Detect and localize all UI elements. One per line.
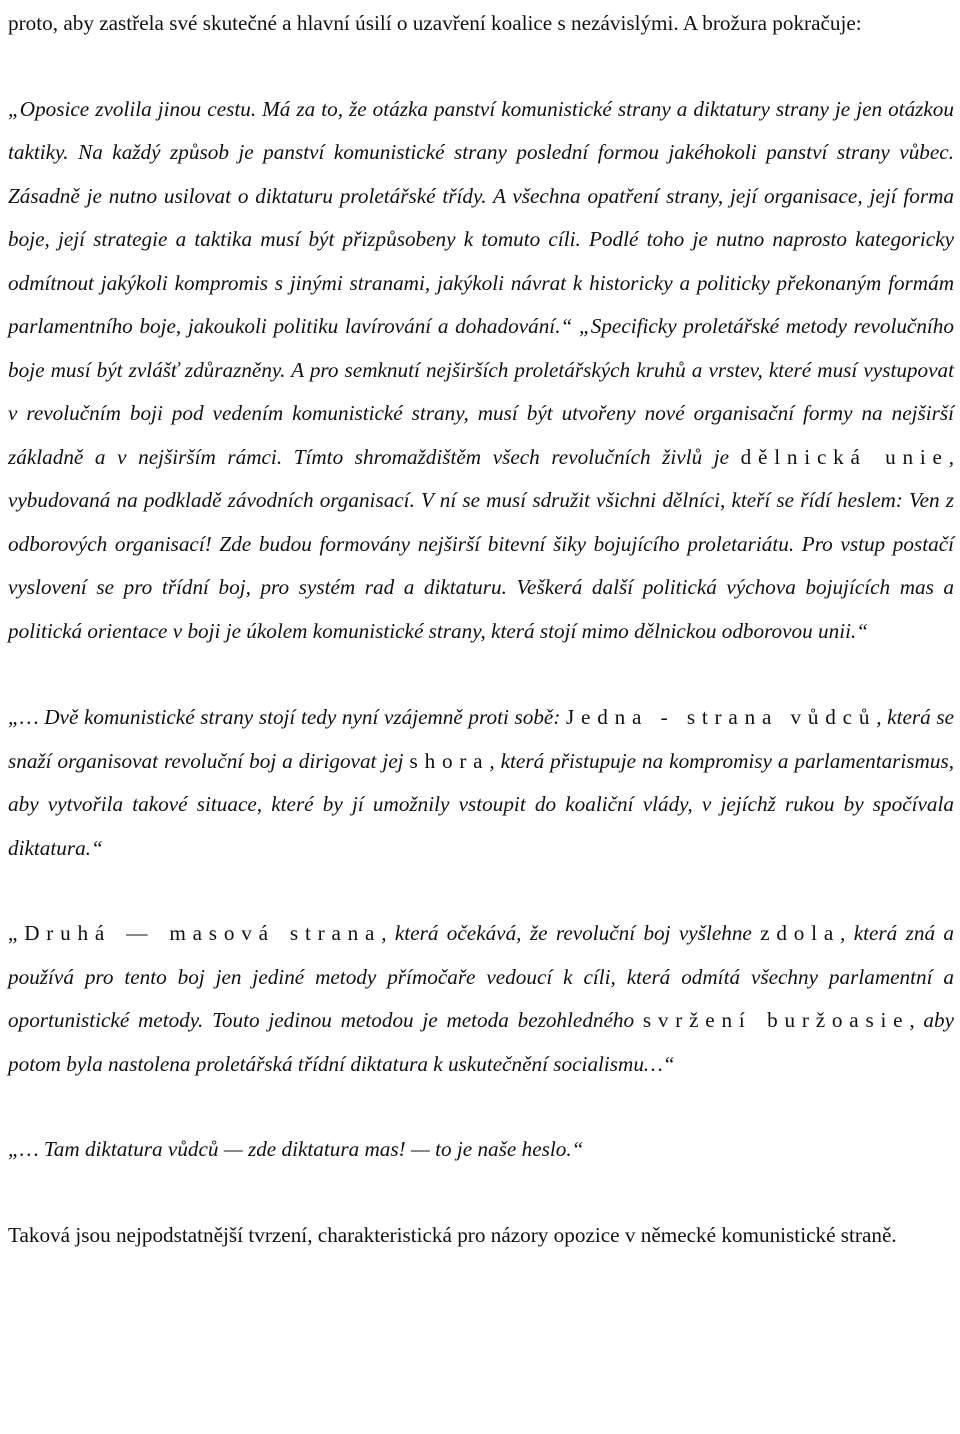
text-run: , která se snaží organisovat revoluční boj a dirigovat jej [8,705,954,773]
text-run: , vybudovaná na podkladě závodních organisací. V ní se musí sdružit všichni dělníci, kteří se řídí heslem: Ven z odborových organisací! Zde budou formovány nejširší bitevní šiky bojujícího proletariátu. Pro vstup postačí vyslovení se pro třídní boj, pro systém rad a diktaturu. Veškerá další politická výchova bojujících mas a politická orientace v boji je úkolem komunistické strany, která stojí mimo dělnickou odborovou unii.“ [8,444,955,643]
paragraph-conclusion [8,1214,954,1258]
paragraph-two-parties [8,696,954,870]
text-run: proto, aby zastřela své skutečné a hlavní úsilí o uzavření koalice s nezávislými. A brožura pokračuje: [8,11,862,35]
paragraph-slogan [8,1128,954,1172]
spaced-emphasis: svržení buržoasie [642,1008,910,1032]
paragraph-gap [8,1172,954,1214]
text-run: , která očekává, že revoluční boj vyšlehne [381,921,761,945]
spaced-emphasis: dělnická unie [740,444,949,469]
spaced-emphasis: zdola [760,921,841,945]
text-run: , aby potom byla nastolena proletářská třídní diktatura k uskutečnění socialismu…“ [8,1008,955,1076]
paragraph-gap [8,46,954,88]
paragraph-intro [8,2,954,46]
spaced-emphasis: shora [409,748,490,773]
text-run: „Oposice zvolila jinou cestu. Má za to, že otázka panství komunistické strany a diktatury strany je jen otázkou taktiky. [8,96,954,164]
text-run: , která přistupuje na kompromisy a parlamentarismus, aby vytvořila takové situace, které by jí umožnily vstoupit do koaliční vlády, v jejíchž rukou by spočívala diktatura.“ [8,748,954,860]
text-run: , která zná a používá pro tento boj jen jediné metody přímočaře vedoucí k cíli, která odmítá všechny parlamentní a oportunistické metody. Touto jedinou metodou je metoda bezohledného [8,921,954,1032]
text-run: Taková jsou nejpodstatnější tvrzení, charakteristická pro názory opozice v německé komunistické straně. [8,1222,897,1247]
spaced-emphasis: „Druhá — masová strana [8,921,382,945]
text-run: „… Dvě komunistické strany stojí tedy nyní vzájemně proti sobě: [8,705,567,729]
paragraph-opposition-quote [8,88,954,654]
text-run: „… Tam diktatura vůdců — zde diktatura mas! — to je naše heslo.“ [8,1137,584,1161]
paragraph-gap [8,870,954,912]
paragraph-gap [8,653,954,696]
text-run: Na každý způsob je panství komunistické strany poslední formou jakéhokoli panství strany vůbec. Zásadně je nutno usilovat o diktaturu proletářské třídy. A všechna opatření strany, její organisace, její forma boje, její strategie a taktika musí být přizpůsobeny k tomuto cíli. Podlé toho je nutno naprosto kategoricky odmítnout jakýkoli kompromis s jinými stranami, jakýkoli návrat k historicky a politicky překonaným formám parlamentního boje, jakoukoli politiku lavírování a dohadování.“ „Specificky proletářské metody revolučního boje musí být zvlášť zdůrazněny. A pro semknutí nejširších proletářských kruhů a vrstev, které musí vystupovat v revolučním boji pod vedením komunistické strany, musí být utvořeny nové organisační formy na nejširší základně a v nejširším rámci. Tímto shromaždištěm všech revolučních živlů je [8,140,955,469]
paragraph-mass-party [8,912,954,1086]
paragraph-gap [8,1086,954,1128]
spaced-emphasis: Jedna - strana vůdců [566,705,877,729]
